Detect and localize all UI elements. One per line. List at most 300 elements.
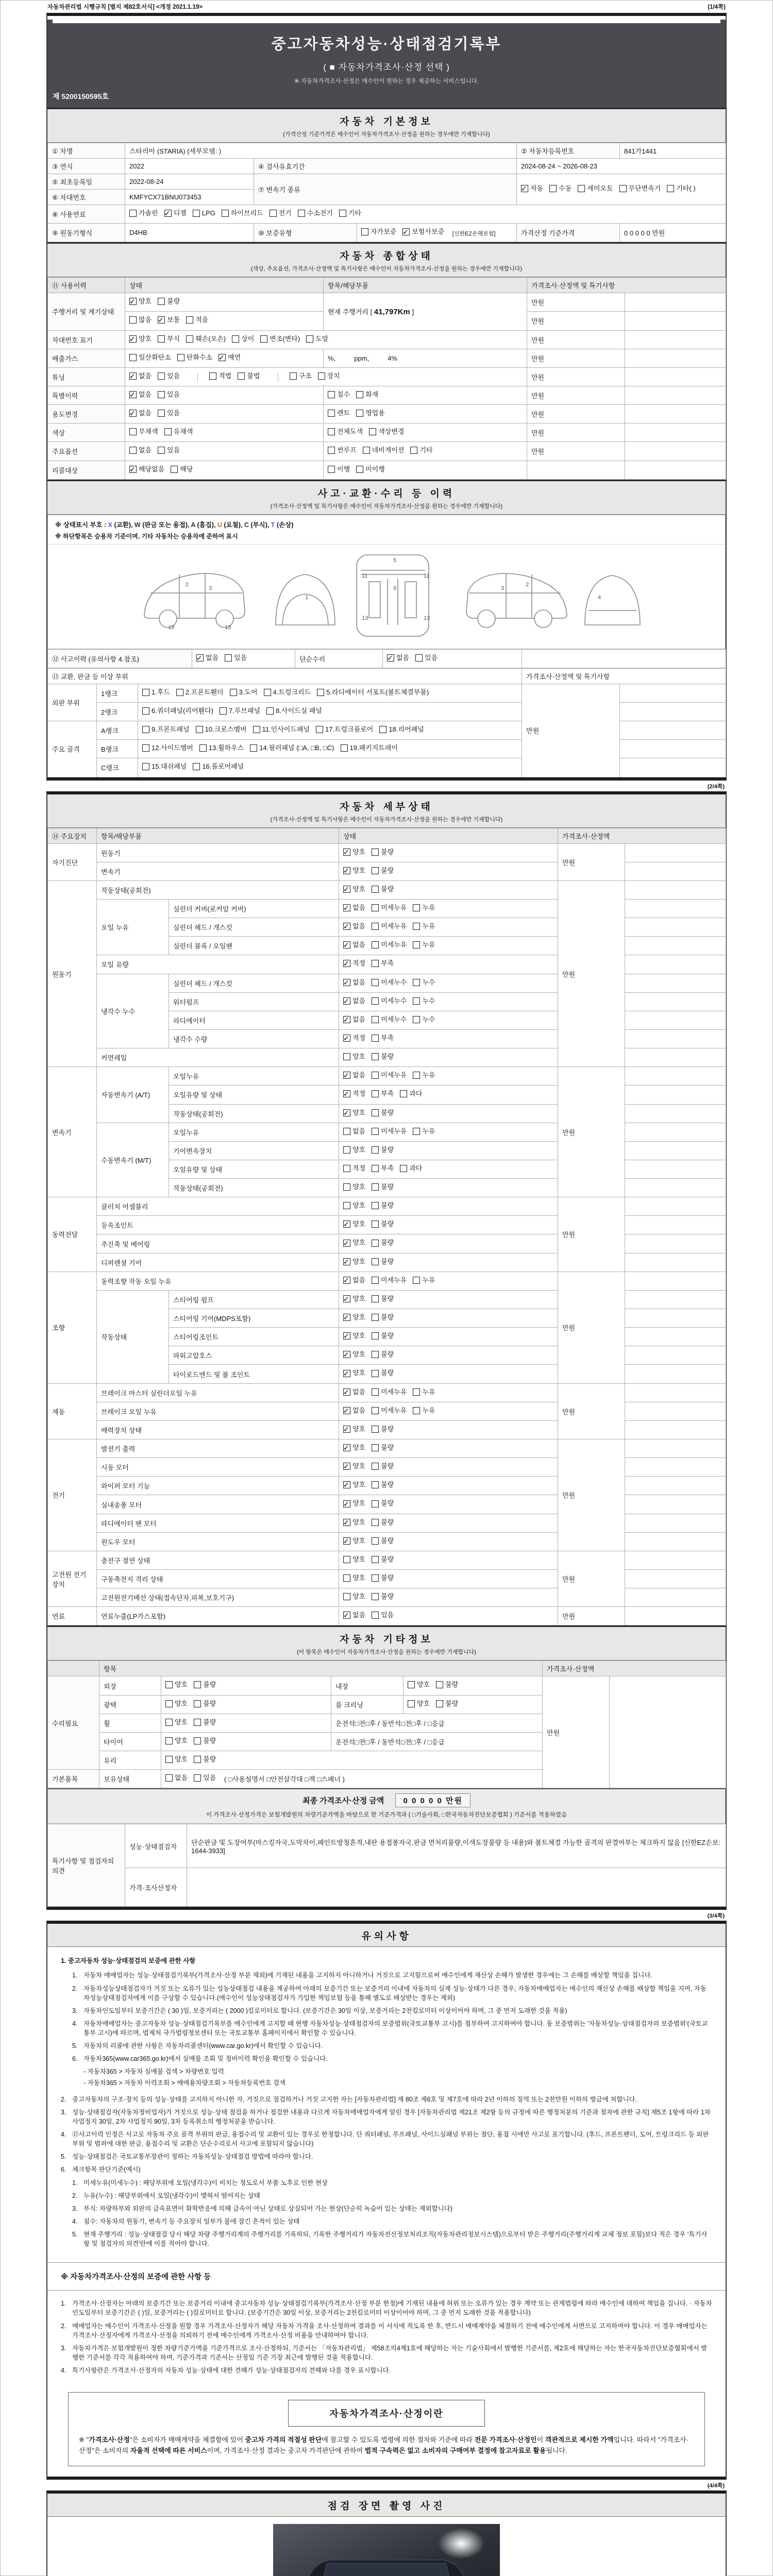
- checkbox-option[interactable]: [372, 1200, 394, 1211]
- checkbox[interactable]: [343, 960, 350, 967]
- checkbox-option[interactable]: [343, 902, 365, 913]
- checkbox[interactable]: [372, 1463, 379, 1470]
- checkbox[interactable]: [372, 1351, 379, 1358]
- checkbox-option[interactable]: [402, 226, 444, 238]
- checkbox[interactable]: [343, 1202, 350, 1209]
- checkbox[interactable]: [372, 1314, 379, 1321]
- checkbox[interactable]: [328, 428, 335, 435]
- checkbox[interactable]: [194, 1719, 201, 1726]
- checkbox[interactable]: [176, 689, 183, 696]
- checkbox-option[interactable]: [260, 333, 300, 345]
- checkbox[interactable]: [372, 1183, 379, 1191]
- checkbox[interactable]: [413, 979, 420, 986]
- checkbox[interactable]: [372, 1109, 379, 1116]
- checkbox-option[interactable]: [372, 921, 407, 932]
- checkbox[interactable]: [343, 1295, 350, 1302]
- checkbox-option[interactable]: [372, 1126, 407, 1137]
- checkbox[interactable]: [667, 185, 674, 192]
- checkbox[interactable]: [343, 1444, 350, 1451]
- checkbox-option[interactable]: [372, 1014, 407, 1025]
- checkbox-option[interactable]: [343, 1293, 365, 1304]
- checkbox-option[interactable]: [165, 1698, 188, 1709]
- checkbox[interactable]: [356, 410, 363, 417]
- checkbox[interactable]: [356, 391, 363, 398]
- checkbox-option[interactable]: [343, 1498, 365, 1509]
- checkbox-option[interactable]: [372, 1554, 394, 1565]
- checkbox-option[interactable]: [343, 939, 365, 951]
- checkbox[interactable]: [372, 1295, 379, 1302]
- checkbox-option[interactable]: [194, 1698, 216, 1709]
- checkbox[interactable]: [619, 185, 627, 192]
- checkbox[interactable]: [413, 923, 420, 930]
- checkbox[interactable]: [186, 335, 193, 343]
- checkbox[interactable]: [343, 1240, 350, 1247]
- checkbox[interactable]: [158, 298, 165, 305]
- checkbox[interactable]: [341, 744, 348, 752]
- checkbox[interactable]: [171, 466, 178, 473]
- checkbox[interactable]: [129, 354, 137, 361]
- checkbox[interactable]: [129, 466, 137, 473]
- checkbox-option[interactable]: [343, 1609, 365, 1621]
- checkbox[interactable]: [578, 185, 585, 192]
- checkbox[interactable]: [142, 689, 149, 696]
- checkbox-option[interactable]: [222, 208, 263, 219]
- checkbox[interactable]: [129, 335, 137, 343]
- checkbox-option[interactable]: [209, 370, 231, 382]
- checkbox-option[interactable]: [343, 1479, 365, 1490]
- checkbox[interactable]: [317, 689, 324, 696]
- checkbox-option[interactable]: [343, 1051, 365, 1062]
- checkbox[interactable]: [413, 997, 420, 1005]
- checkbox-option[interactable]: [343, 1554, 365, 1565]
- checkbox[interactable]: [129, 410, 137, 417]
- checkbox-option[interactable]: [361, 226, 396, 238]
- checkbox[interactable]: [372, 1035, 379, 1042]
- checkbox-option[interactable]: [413, 1275, 435, 1286]
- checkbox-option[interactable]: [253, 724, 310, 735]
- checkbox-option[interactable]: [372, 1461, 394, 1472]
- checkbox-option[interactable]: [356, 389, 378, 400]
- checkbox[interactable]: [372, 1202, 379, 1209]
- checkbox[interactable]: [165, 1700, 173, 1707]
- checkbox[interactable]: [372, 1221, 379, 1228]
- checkbox[interactable]: [372, 1146, 379, 1154]
- checkbox-option[interactable]: [129, 445, 152, 456]
- checkbox[interactable]: [372, 1593, 379, 1600]
- checkbox[interactable]: [142, 707, 149, 715]
- checkbox-option[interactable]: [436, 1679, 458, 1690]
- checkbox-option[interactable]: [158, 408, 180, 419]
- checkbox[interactable]: [372, 886, 379, 893]
- checkbox[interactable]: [165, 1737, 173, 1744]
- checkbox[interactable]: [290, 372, 297, 380]
- checkbox-option[interactable]: [142, 705, 213, 717]
- checkbox[interactable]: [343, 867, 350, 874]
- checkbox[interactable]: [343, 1109, 350, 1116]
- checkbox[interactable]: [436, 1700, 443, 1707]
- checkbox-option[interactable]: [343, 1349, 365, 1360]
- checkbox-option[interactable]: [372, 1535, 394, 1547]
- checkbox-option[interactable]: [372, 1275, 407, 1286]
- checkbox[interactable]: [177, 354, 184, 361]
- checkbox[interactable]: [316, 726, 323, 733]
- checkbox[interactable]: [372, 1332, 379, 1340]
- checkbox-option[interactable]: [343, 884, 365, 895]
- checkbox-option[interactable]: [413, 1386, 435, 1398]
- checkbox[interactable]: [343, 1407, 350, 1414]
- checkbox[interactable]: [343, 1481, 350, 1488]
- checkbox[interactable]: [343, 1183, 350, 1191]
- checkbox-option[interactable]: [372, 1591, 394, 1602]
- checkbox[interactable]: [158, 335, 165, 343]
- checkbox-option[interactable]: [343, 1275, 365, 1286]
- checkbox[interactable]: [158, 447, 165, 454]
- checkbox[interactable]: [343, 1277, 350, 1284]
- checkbox-option[interactable]: [341, 742, 398, 754]
- checkbox-option[interactable]: [372, 995, 407, 1007]
- checkbox[interactable]: [164, 210, 172, 217]
- checkbox-option[interactable]: [413, 995, 435, 1007]
- checkbox-option[interactable]: [328, 408, 350, 419]
- checkbox[interactable]: [343, 979, 350, 986]
- checkbox[interactable]: [343, 1221, 350, 1228]
- checkbox[interactable]: [343, 997, 350, 1005]
- checkbox-option[interactable]: [413, 1014, 435, 1025]
- checkbox[interactable]: [413, 1407, 420, 1414]
- checkbox[interactable]: [372, 1444, 379, 1451]
- checkbox-option[interactable]: [343, 1442, 365, 1453]
- checkbox[interactable]: [158, 410, 165, 417]
- checkbox-option[interactable]: [343, 846, 365, 858]
- checkbox-option[interactable]: [343, 977, 365, 988]
- checkbox[interactable]: [372, 1240, 379, 1247]
- checkbox-option[interactable]: [129, 296, 152, 307]
- checkbox[interactable]: [372, 1481, 379, 1488]
- checkbox[interactable]: [372, 1426, 379, 1433]
- checkbox-option[interactable]: [343, 1572, 365, 1584]
- checkbox[interactable]: [199, 744, 207, 752]
- checkbox[interactable]: [343, 1128, 350, 1135]
- checkbox[interactable]: [129, 316, 137, 324]
- checkbox[interactable]: [413, 1388, 420, 1396]
- checkbox[interactable]: [343, 1426, 350, 1433]
- checkbox[interactable]: [129, 447, 137, 454]
- checkbox[interactable]: [339, 210, 346, 217]
- checkbox[interactable]: [343, 1090, 350, 1097]
- checkbox[interactable]: [372, 1388, 379, 1396]
- checkbox-option[interactable]: [408, 1698, 430, 1709]
- checkbox-option[interactable]: [142, 687, 170, 698]
- checkbox-option[interactable]: [400, 1163, 422, 1174]
- checkbox-option[interactable]: [129, 464, 164, 475]
- checkbox[interactable]: [413, 1128, 420, 1135]
- checkbox[interactable]: [196, 726, 203, 733]
- checkbox[interactable]: [415, 654, 423, 662]
- checkbox-option[interactable]: [372, 1312, 394, 1323]
- checkbox-option[interactable]: [328, 445, 357, 456]
- checkbox[interactable]: [372, 904, 379, 911]
- checkbox[interactable]: [165, 1681, 173, 1688]
- checkbox[interactable]: [306, 335, 313, 343]
- checkbox-option[interactable]: [343, 1237, 365, 1248]
- checkbox[interactable]: [343, 1035, 350, 1042]
- checkbox-option[interactable]: [408, 1679, 430, 1690]
- checkbox[interactable]: [142, 763, 149, 770]
- checkbox-option[interactable]: [372, 1572, 394, 1584]
- checkbox-option[interactable]: [372, 846, 394, 858]
- checkbox-option[interactable]: [343, 1126, 365, 1137]
- checkbox-option[interactable]: [199, 742, 244, 754]
- checkbox-option[interactable]: [158, 333, 180, 345]
- checkbox-option[interactable]: [129, 352, 171, 363]
- checkbox[interactable]: [343, 1016, 350, 1023]
- checkbox[interactable]: [343, 1556, 350, 1563]
- checkbox-option[interactable]: [413, 939, 435, 951]
- checkbox-option[interactable]: [549, 183, 572, 194]
- checkbox[interactable]: [164, 428, 172, 435]
- checkbox-option[interactable]: [343, 865, 365, 876]
- checkbox-option[interactable]: [165, 1717, 188, 1728]
- checkbox[interactable]: [372, 1574, 379, 1582]
- checkbox[interactable]: [343, 1612, 350, 1619]
- checkbox[interactable]: [219, 354, 226, 361]
- checkbox[interactable]: [194, 1774, 201, 1782]
- checkbox-option[interactable]: [372, 1442, 394, 1453]
- checkbox-option[interactable]: [177, 352, 212, 363]
- checkbox-option[interactable]: [129, 314, 152, 326]
- checkbox-option[interactable]: [193, 761, 244, 772]
- checkbox[interactable]: [343, 1053, 350, 1060]
- checkbox[interactable]: [196, 654, 204, 662]
- checkbox[interactable]: [408, 1700, 415, 1707]
- checkbox-option[interactable]: [158, 445, 180, 456]
- checkbox-option[interactable]: [410, 445, 432, 456]
- checkbox-option[interactable]: [372, 1051, 394, 1062]
- checkbox[interactable]: [343, 941, 350, 948]
- checkbox-option[interactable]: [158, 389, 180, 400]
- checkbox-option[interactable]: [220, 705, 260, 717]
- checkbox-option[interactable]: [343, 1070, 365, 1081]
- checkbox[interactable]: [372, 1500, 379, 1507]
- checkbox[interactable]: [165, 1719, 173, 1726]
- checkbox-option[interactable]: [343, 921, 365, 932]
- checkbox[interactable]: [165, 1774, 173, 1782]
- checkbox[interactable]: [328, 391, 335, 398]
- checkbox[interactable]: [209, 372, 216, 380]
- checkbox-option[interactable]: [318, 370, 340, 382]
- checkbox-option[interactable]: [194, 1717, 216, 1728]
- checkbox-option[interactable]: [194, 1754, 216, 1765]
- checkbox-option[interactable]: [193, 208, 215, 219]
- checkbox-option[interactable]: [372, 1479, 394, 1490]
- checkbox[interactable]: [372, 960, 379, 967]
- checkbox-option[interactable]: [372, 1405, 407, 1416]
- checkbox-option[interactable]: [343, 1330, 365, 1342]
- checkbox-option[interactable]: [413, 902, 435, 913]
- checkbox-option[interactable]: [164, 426, 193, 437]
- checkbox[interactable]: [328, 466, 335, 473]
- checkbox[interactable]: [343, 1593, 350, 1600]
- checkbox[interactable]: [328, 447, 335, 454]
- checkbox-option[interactable]: [298, 208, 333, 219]
- checkbox[interactable]: [372, 1090, 379, 1097]
- checkbox-option[interactable]: [129, 426, 158, 437]
- checkbox[interactable]: [129, 428, 137, 435]
- checkbox-option[interactable]: [343, 1218, 365, 1230]
- checkbox-option[interactable]: [328, 426, 363, 437]
- checkbox-option[interactable]: [343, 958, 365, 969]
- checkbox-option[interactable]: [372, 939, 407, 951]
- checkbox[interactable]: [266, 707, 274, 715]
- checkbox[interactable]: [230, 689, 237, 696]
- checkbox[interactable]: [260, 335, 267, 343]
- checkbox-option[interactable]: [171, 464, 193, 475]
- checkbox-option[interactable]: [270, 208, 292, 219]
- checkbox-option[interactable]: [521, 183, 543, 194]
- checkbox[interactable]: [372, 1407, 379, 1414]
- checkbox[interactable]: [372, 1258, 379, 1265]
- checkbox-option[interactable]: [343, 1461, 365, 1472]
- checkbox-option[interactable]: [343, 1256, 365, 1267]
- checkbox[interactable]: [413, 1016, 420, 1023]
- checkbox-option[interactable]: [328, 464, 350, 475]
- checkbox[interactable]: [372, 1556, 379, 1563]
- checkbox-option[interactable]: [372, 977, 407, 988]
- checkbox[interactable]: [387, 654, 394, 662]
- checkbox[interactable]: [372, 979, 379, 986]
- checkbox-option[interactable]: [436, 1698, 458, 1709]
- checkbox-option[interactable]: [343, 995, 365, 1007]
- checkbox[interactable]: [238, 372, 245, 380]
- checkbox-option[interactable]: [372, 1293, 394, 1304]
- checkbox-option[interactable]: [415, 652, 438, 664]
- checkbox-option[interactable]: [306, 333, 328, 345]
- checkbox[interactable]: [165, 1756, 173, 1763]
- checkbox[interactable]: [343, 1146, 350, 1154]
- checkbox-option[interactable]: [343, 1591, 365, 1602]
- checkbox-option[interactable]: [372, 1498, 394, 1509]
- checkbox-option[interactable]: [400, 1088, 422, 1099]
- checkbox[interactable]: [318, 372, 325, 380]
- checkbox[interactable]: [372, 867, 379, 874]
- checkbox-option[interactable]: [186, 314, 208, 326]
- checkbox[interactable]: [253, 726, 260, 733]
- checkbox[interactable]: [343, 1314, 350, 1321]
- checkbox[interactable]: [372, 923, 379, 930]
- checkbox[interactable]: [194, 1681, 201, 1688]
- checkbox[interactable]: [158, 316, 165, 324]
- checkbox[interactable]: [436, 1681, 443, 1688]
- checkbox[interactable]: [186, 316, 193, 324]
- checkbox-option[interactable]: [165, 1772, 188, 1784]
- checkbox[interactable]: [194, 1737, 201, 1744]
- checkbox[interactable]: [372, 1128, 379, 1135]
- checkbox-option[interactable]: [225, 652, 247, 664]
- checkbox-option[interactable]: [316, 724, 373, 735]
- checkbox-option[interactable]: [343, 1014, 365, 1025]
- checkbox[interactable]: [372, 1072, 379, 1079]
- checkbox-option[interactable]: [158, 370, 180, 382]
- checkbox[interactable]: [270, 210, 277, 217]
- checkbox[interactable]: [343, 1463, 350, 1470]
- checkbox-option[interactable]: [372, 1107, 394, 1118]
- checkbox[interactable]: [194, 1700, 201, 1707]
- checkbox-option[interactable]: [196, 652, 219, 664]
- checkbox-option[interactable]: [372, 958, 394, 969]
- checkbox[interactable]: [343, 1351, 350, 1358]
- checkbox[interactable]: [343, 1072, 350, 1079]
- checkbox[interactable]: [193, 210, 200, 217]
- checkbox[interactable]: [413, 1277, 420, 1284]
- checkbox[interactable]: [298, 210, 305, 217]
- checkbox[interactable]: [328, 410, 335, 417]
- checkbox[interactable]: [343, 1519, 350, 1526]
- checkbox[interactable]: [372, 1016, 379, 1023]
- checkbox[interactable]: [232, 335, 239, 343]
- checkbox-option[interactable]: [343, 1163, 365, 1174]
- checkbox[interactable]: [408, 1681, 415, 1688]
- checkbox[interactable]: [372, 997, 379, 1005]
- checkbox[interactable]: [129, 391, 137, 398]
- checkbox-option[interactable]: [372, 1423, 394, 1435]
- checkbox[interactable]: [343, 849, 350, 856]
- checkbox[interactable]: [372, 941, 379, 948]
- checkbox[interactable]: [343, 1500, 350, 1507]
- checkbox-option[interactable]: [343, 1181, 365, 1193]
- checkbox[interactable]: [343, 1258, 350, 1265]
- checkbox[interactable]: [361, 228, 368, 235]
- checkbox-option[interactable]: [372, 1237, 394, 1248]
- checkbox[interactable]: [400, 1165, 407, 1172]
- checkbox-option[interactable]: [372, 1144, 394, 1156]
- checkbox-option[interactable]: [372, 1517, 394, 1528]
- checkbox[interactable]: [343, 1165, 350, 1172]
- checkbox-option[interactable]: [372, 1218, 394, 1230]
- checkbox-option[interactable]: [328, 389, 350, 400]
- checkbox-option[interactable]: [232, 333, 254, 345]
- checkbox-option[interactable]: [372, 865, 394, 876]
- checkbox-option[interactable]: [372, 1367, 394, 1379]
- checkbox[interactable]: [250, 744, 257, 752]
- checkbox[interactable]: [220, 707, 227, 715]
- checkbox-option[interactable]: [129, 370, 152, 382]
- checkbox-option[interactable]: [343, 1200, 365, 1211]
- checkbox-option[interactable]: [619, 183, 661, 194]
- checkbox[interactable]: [343, 923, 350, 930]
- checkbox[interactable]: [372, 1165, 379, 1172]
- checkbox-option[interactable]: [578, 183, 613, 194]
- checkbox-option[interactable]: [343, 1088, 365, 1099]
- checkbox-option[interactable]: [194, 1679, 216, 1690]
- checkbox-option[interactable]: [165, 1754, 188, 1765]
- checkbox[interactable]: [363, 447, 370, 454]
- checkbox-option[interactable]: [372, 1330, 394, 1342]
- checkbox[interactable]: [142, 744, 149, 752]
- checkbox-option[interactable]: [413, 1405, 435, 1416]
- checkbox[interactable]: [225, 654, 232, 662]
- checkbox-option[interactable]: [129, 389, 152, 400]
- checkbox-option[interactable]: [266, 705, 322, 717]
- checkbox[interactable]: [343, 1388, 350, 1396]
- checkbox-option[interactable]: [372, 1088, 394, 1099]
- checkbox[interactable]: [129, 298, 137, 305]
- checkbox[interactable]: [194, 1756, 201, 1763]
- checkbox[interactable]: [142, 726, 149, 733]
- checkbox-option[interactable]: [339, 208, 361, 219]
- checkbox[interactable]: [372, 1537, 379, 1545]
- checkbox-option[interactable]: [372, 1163, 394, 1174]
- checkbox[interactable]: [158, 372, 165, 380]
